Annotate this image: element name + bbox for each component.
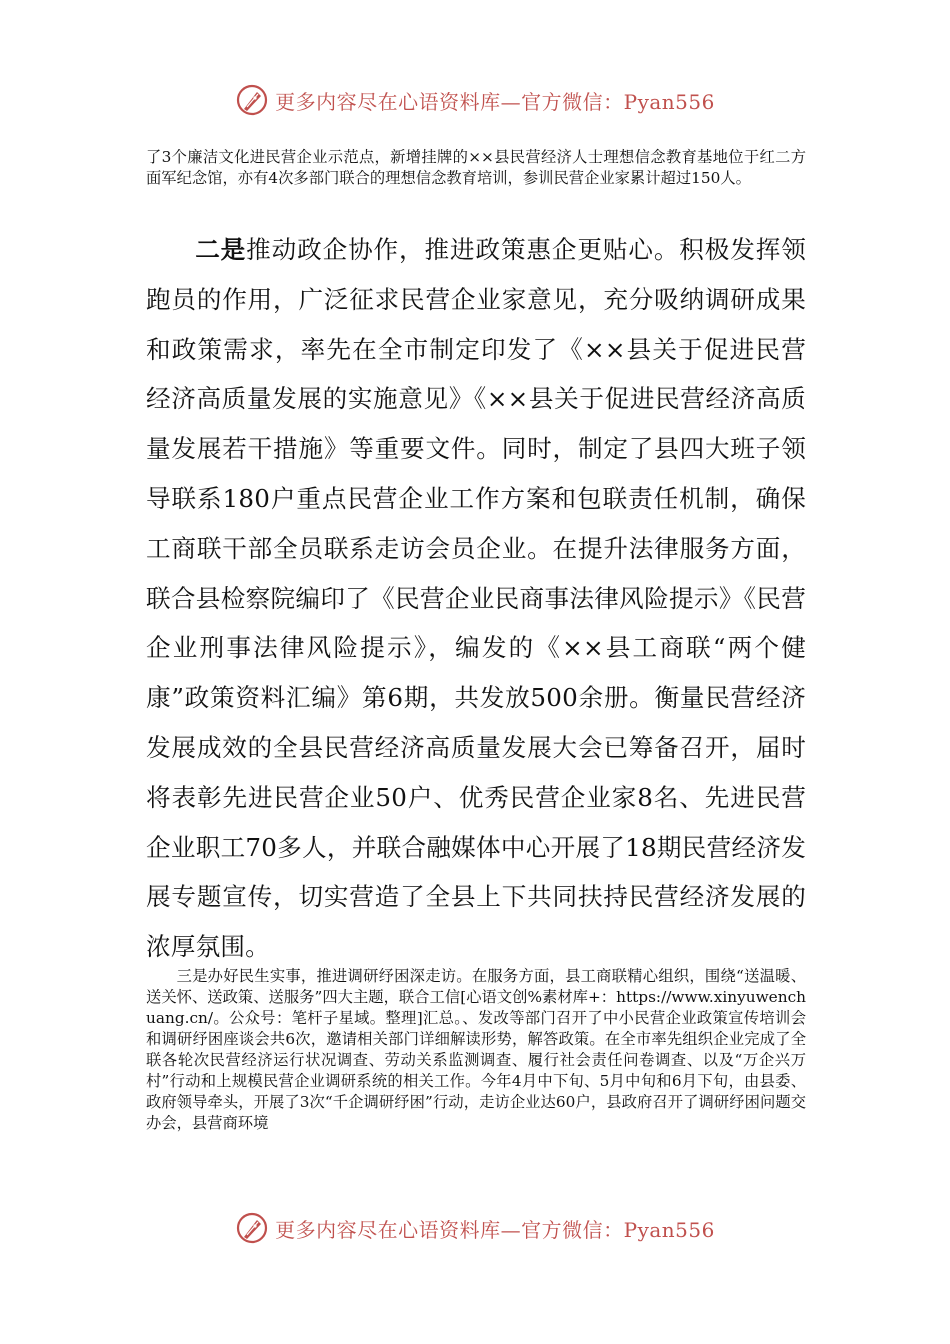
banner-text: 更多内容尽在心语资料库—官方微信：Pyan556 xyxy=(275,1217,715,1242)
paragraph-second-body: 推动政企协作，推进政策惠企更贴心。积极发挥领跑员的作用，广泛征求民营企业家意见，充分吸纳调研成果和政策需求，率先在全市制定印发了《××县关于促进民营经济高质量发展的实施意见》《××县关于促进民营经济高质量发展若干措施》等重要文件。同时，制定了县四大班子领导联系180户重点民营企业工作方案和包联责任机制，确保工商联干部全员联系走访会员企业。在提升法律服务方面，联合县检察院编印了《民营企业民商事法律风险提示》《民营企业刑事法律风险提示》，编发的《××县工商联“两个健康”政策资料汇编》第6期，共发放500余册。衡量民营经济发展成效的全县民营经济高质量发展大会已筹备召开，届时将表彰先进民营企业50户、优秀民营企业家8名、先进民营企业职工70多人，并联合融媒体中心开展了18期民营经济发展专题宣传，切实营造了全县上下共同扶持民营经济发展的浓厚氛围。 xyxy=(146,235,807,962)
header-banner xyxy=(0,80,950,120)
pen-nib-logo-icon xyxy=(235,83,269,117)
paragraph-third-point: 三是办好民生实事，推进调研纾困深走访。在服务方面，县工商联精心组织，围绕“送温暖、送关怀、送政策、送服务”四大主题，联合工信[心语文创%素材库+：https://www.xinyuwenchuang.cn/。公众号：笔杆子星域。整理]汇总。、发改等部门召开了中小民营企业政策宣传培训会和调研纾困座谈会共6次，邀请相关部门详细解读形势，解答政策。在全市率先组织企业完成了全联各轮次民营经济运行状况调查、劳动关系监测调查、履行社会责任问卷调查、以及“万企兴万村”行动和上规模民营企业调研系统的相关工作。今年4月中下旬、5月中旬和6月下旬，由县委、政府领导牵头，开展了3次“千企调研纾困”行动，走访企业达60户，县政府召开了调研纾困问题交办会，县营商环境 xyxy=(146,967,806,1132)
paragraph-lead-label: 二是 xyxy=(195,235,247,264)
paragraph-top-continuation: 了3个廉洁文化进民营企业示范点，新增挂牌的××县民营经济人士理想信念教育基地位于红二方面军纪念馆，亦有4次多部门联合的理想信念教育培训，参训民营企业家累计超过150人。 xyxy=(146,148,806,187)
paragraph-second-point xyxy=(146,225,806,972)
pen-nib-logo-icon xyxy=(235,1211,269,1245)
banner-text: 更多内容尽在心语资料库—官方微信：Pyan556 xyxy=(275,89,715,114)
footer-banner xyxy=(0,1208,950,1248)
